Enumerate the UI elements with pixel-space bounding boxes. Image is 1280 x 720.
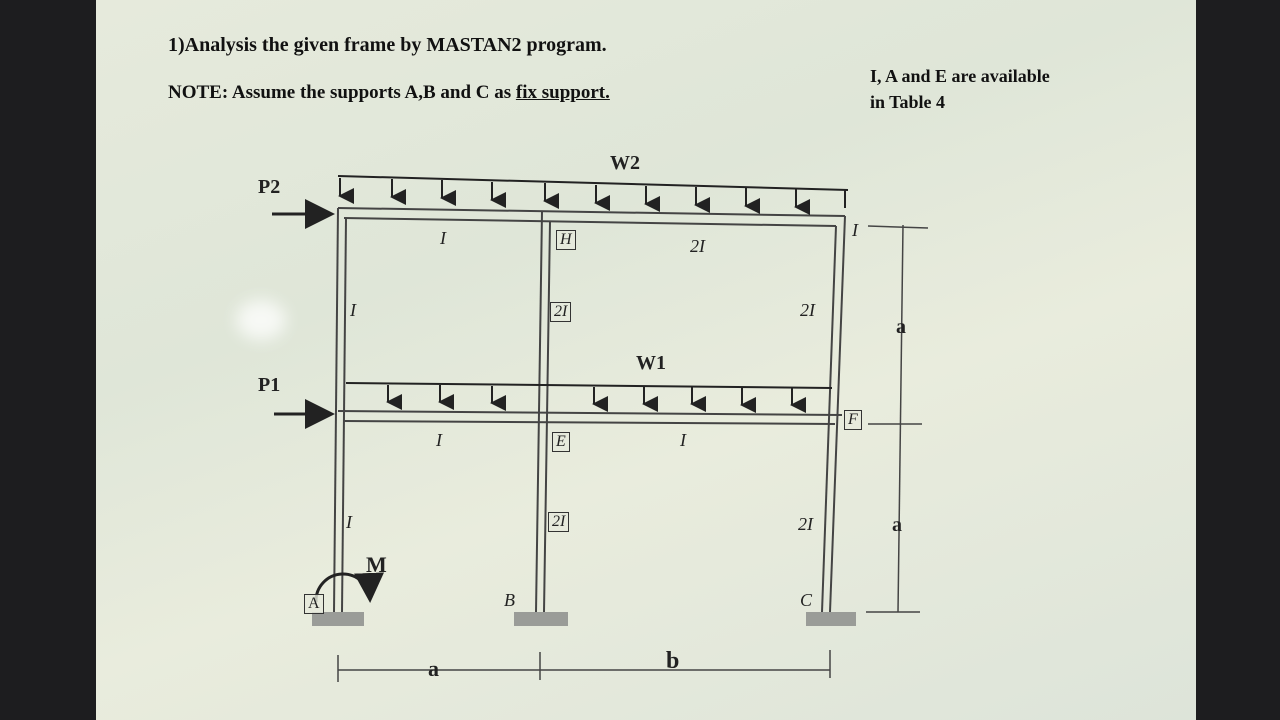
p2-label: P2 (258, 176, 281, 198)
label-upper-right-col: 2I (800, 300, 815, 320)
moment-label: M (366, 552, 387, 577)
w1-load (346, 383, 832, 405)
support-a-label: A (304, 594, 324, 614)
dim-b-width: b (666, 648, 680, 674)
label-upper-left-col: I (350, 300, 356, 320)
label-bottom-right-beam: I (680, 430, 686, 450)
w2-load (338, 176, 848, 208)
support-c-label: C (800, 590, 813, 610)
label-lower-mid-col: 2I (548, 512, 569, 532)
p1-label: P1 (258, 374, 281, 396)
label-lower-left-col: I (346, 512, 352, 532)
problem-title: 1)Analysis the given frame by MASTAN2 program. (168, 34, 607, 56)
label-bottom-left-beam: I (436, 430, 442, 450)
label-top-mid-box: H (556, 230, 576, 250)
w2-label: W2 (610, 152, 640, 174)
label-top-right-end: I (852, 220, 858, 240)
support-c-base (806, 612, 856, 626)
dim-a-bottom: a (892, 514, 902, 536)
note-link: fix support. (515, 82, 610, 103)
label-right-f: F (844, 410, 862, 430)
label-upper-mid-col: 2I (550, 302, 571, 322)
support-b-base (514, 612, 568, 626)
label-lower-right-col: 2I (798, 514, 813, 534)
note-text: NOTE: Assume the supports A,B and C as (168, 82, 516, 103)
info-line-1: I, A and E are available (870, 66, 1050, 86)
frame-members (334, 208, 845, 612)
dim-a-top: a (896, 316, 906, 338)
info-line-2: in Table 4 (870, 92, 946, 112)
support-a-base (312, 612, 364, 626)
label-top-left-beam: I (440, 228, 446, 248)
label-bottom-mid-box: E (552, 432, 570, 452)
w1-label: W1 (636, 352, 666, 374)
label-top-right-beam: 2I (690, 236, 705, 256)
dim-a-width: a (428, 656, 439, 681)
support-b-label: B (504, 590, 515, 610)
